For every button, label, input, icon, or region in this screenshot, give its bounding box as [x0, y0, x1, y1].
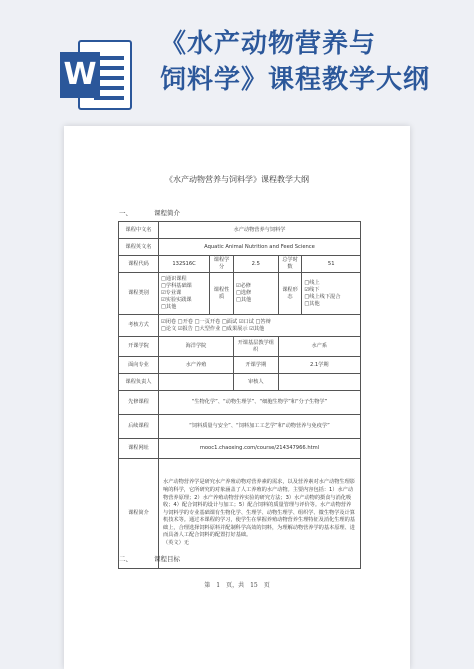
cell-label: 课程英文名: [119, 239, 159, 256]
cell-value: Aquatic Animal Nutrition and Feed Science: [159, 239, 361, 256]
checkbox-option: ☑必修: [235, 283, 251, 289]
document-page: [64, 126, 410, 669]
checkbox-option: □通识课程: [161, 276, 187, 282]
cell-label: 开课学院: [119, 337, 159, 357]
cell-value: [159, 374, 234, 391]
checkbox-option: □其他: [161, 304, 177, 310]
banner-title-line1: 《水产动物营养与: [160, 29, 377, 59]
cell-label: 课程类别: [119, 273, 159, 315]
cell-label: 开课基层教学组织: [233, 337, 278, 357]
cell-label: 考核方式: [119, 315, 159, 337]
page-footer: [64, 580, 410, 589]
cell-value: “饲料质量与安全”、“饲料加工工艺学”和“动物营养与免疫学”: [159, 415, 361, 439]
checkbox-option: ☑实验实践课: [161, 297, 192, 303]
category-options: [159, 273, 210, 315]
cell-label: 总学时数: [278, 256, 302, 273]
cell-value: [278, 374, 360, 391]
banner-title-line2: 饲料学》课程教学大纲: [160, 65, 431, 95]
cell-label: 面向专业: [119, 357, 159, 374]
cell-label: 课程代码: [119, 256, 159, 273]
footer-prefix: 第: [204, 582, 211, 589]
section-title: 课程简介: [154, 209, 180, 217]
checkbox-option: □选修: [235, 290, 252, 296]
exam-options-line: □论文 ☑报告 □大型作业 □成果展示 ☑其他: [161, 325, 265, 332]
document-title: 《水产动物营养与饲料学》课程教学大纲: [165, 175, 309, 184]
banner: [0, 0, 474, 110]
section-heading-2: [119, 554, 202, 563]
footer-mid: 页，共: [226, 582, 245, 589]
cell-label: 课程网址: [119, 439, 159, 459]
cell-label: 后续课程: [119, 415, 159, 439]
cell-label: 课程简介: [119, 459, 159, 569]
checkbox-option: ☑专业课: [161, 290, 182, 296]
form-options: [302, 273, 361, 315]
checkbox-option: ☑线下: [304, 286, 320, 293]
cell-value: 2.5: [233, 256, 278, 273]
checkbox-option: □学科基础课: [161, 283, 192, 289]
course-info-table: [118, 221, 361, 569]
cell-label: 开课学期: [233, 357, 278, 374]
checkbox-option: □其他: [235, 297, 252, 303]
word-badge-icon: W: [60, 52, 100, 98]
footer-page: 1: [216, 582, 221, 589]
course-intro-en: （英文）无: [163, 540, 189, 547]
cell-value: “生物化学”、“动物生理学”、“细胞生物学”和“分子生物学”: [159, 391, 361, 415]
checkbox-option: □线上: [304, 279, 320, 286]
cell-label: 课程形态: [278, 273, 302, 315]
section-heading-1: [119, 208, 202, 217]
cell-label: 课程负责人: [119, 374, 159, 391]
cell-value: 132S16C: [159, 256, 210, 273]
cell-value: 水产动物营养与饲料学: [159, 222, 361, 239]
cell-value: 2.1学期: [278, 357, 360, 374]
cell-value: 51: [302, 256, 361, 273]
banner-title: [160, 26, 470, 98]
footer-total: 15: [250, 582, 258, 589]
cell-label: 课程学分: [210, 256, 234, 273]
section-number: 一、: [119, 209, 132, 217]
cell-value: 水产系: [278, 337, 360, 357]
footer-suffix: 页: [263, 582, 270, 589]
checkbox-option: □线上线下混合: [304, 293, 341, 300]
cell-value: 水产养殖: [159, 357, 234, 374]
cell-label: 课程性质: [210, 273, 234, 315]
course-intro: [159, 459, 361, 569]
checkbox-option: □其他: [304, 300, 320, 307]
word-document-icon: [60, 40, 132, 110]
section-title: 课程目标: [154, 555, 180, 563]
exam-options-line: ☑闭卷 □开卷 □一页开卷 □面试 ☑口试 □答辩: [161, 318, 271, 325]
cell-value: 海洋学院: [159, 337, 234, 357]
course-url-link[interactable]: mooc1.chaoxing.com/course/214347966.html: [159, 439, 361, 459]
nature-options: [233, 273, 278, 315]
course-intro-text: 水产动物营养学是研究水产养殖动物对营养素的需求，以及营养素对水产动物生理影响的科学，它所研究的对象涵盖了人工养殖的水产动物。主要内容包括：1）水产动物营养原理；2）水产养殖动物营养实验的研究方法；3）水产动物的摄食与消化吸收；4）配合饲料的设计与加工；5）配合饲料的质量管理与评价等。水产动物营养与饲料学的专业基础课有生物化学、生理学、动物生理学、组织学、微生物学及计算机技术等。通过本课程的学习，使学生在掌握养殖动物营养生理特征及消化生理的基础上，合理选择饲料原料并配制科学高效的饲料，为理解动物营养学的基本原理、进而具备人工配合饲料的配置打好基础。: [163, 479, 355, 539]
cell-label: 课程中文名: [119, 222, 159, 239]
cell-label: 先修课程: [119, 391, 159, 415]
cell-label: 审核人: [233, 374, 278, 391]
exam-options: [159, 315, 361, 337]
section-number: 二、: [119, 555, 132, 563]
